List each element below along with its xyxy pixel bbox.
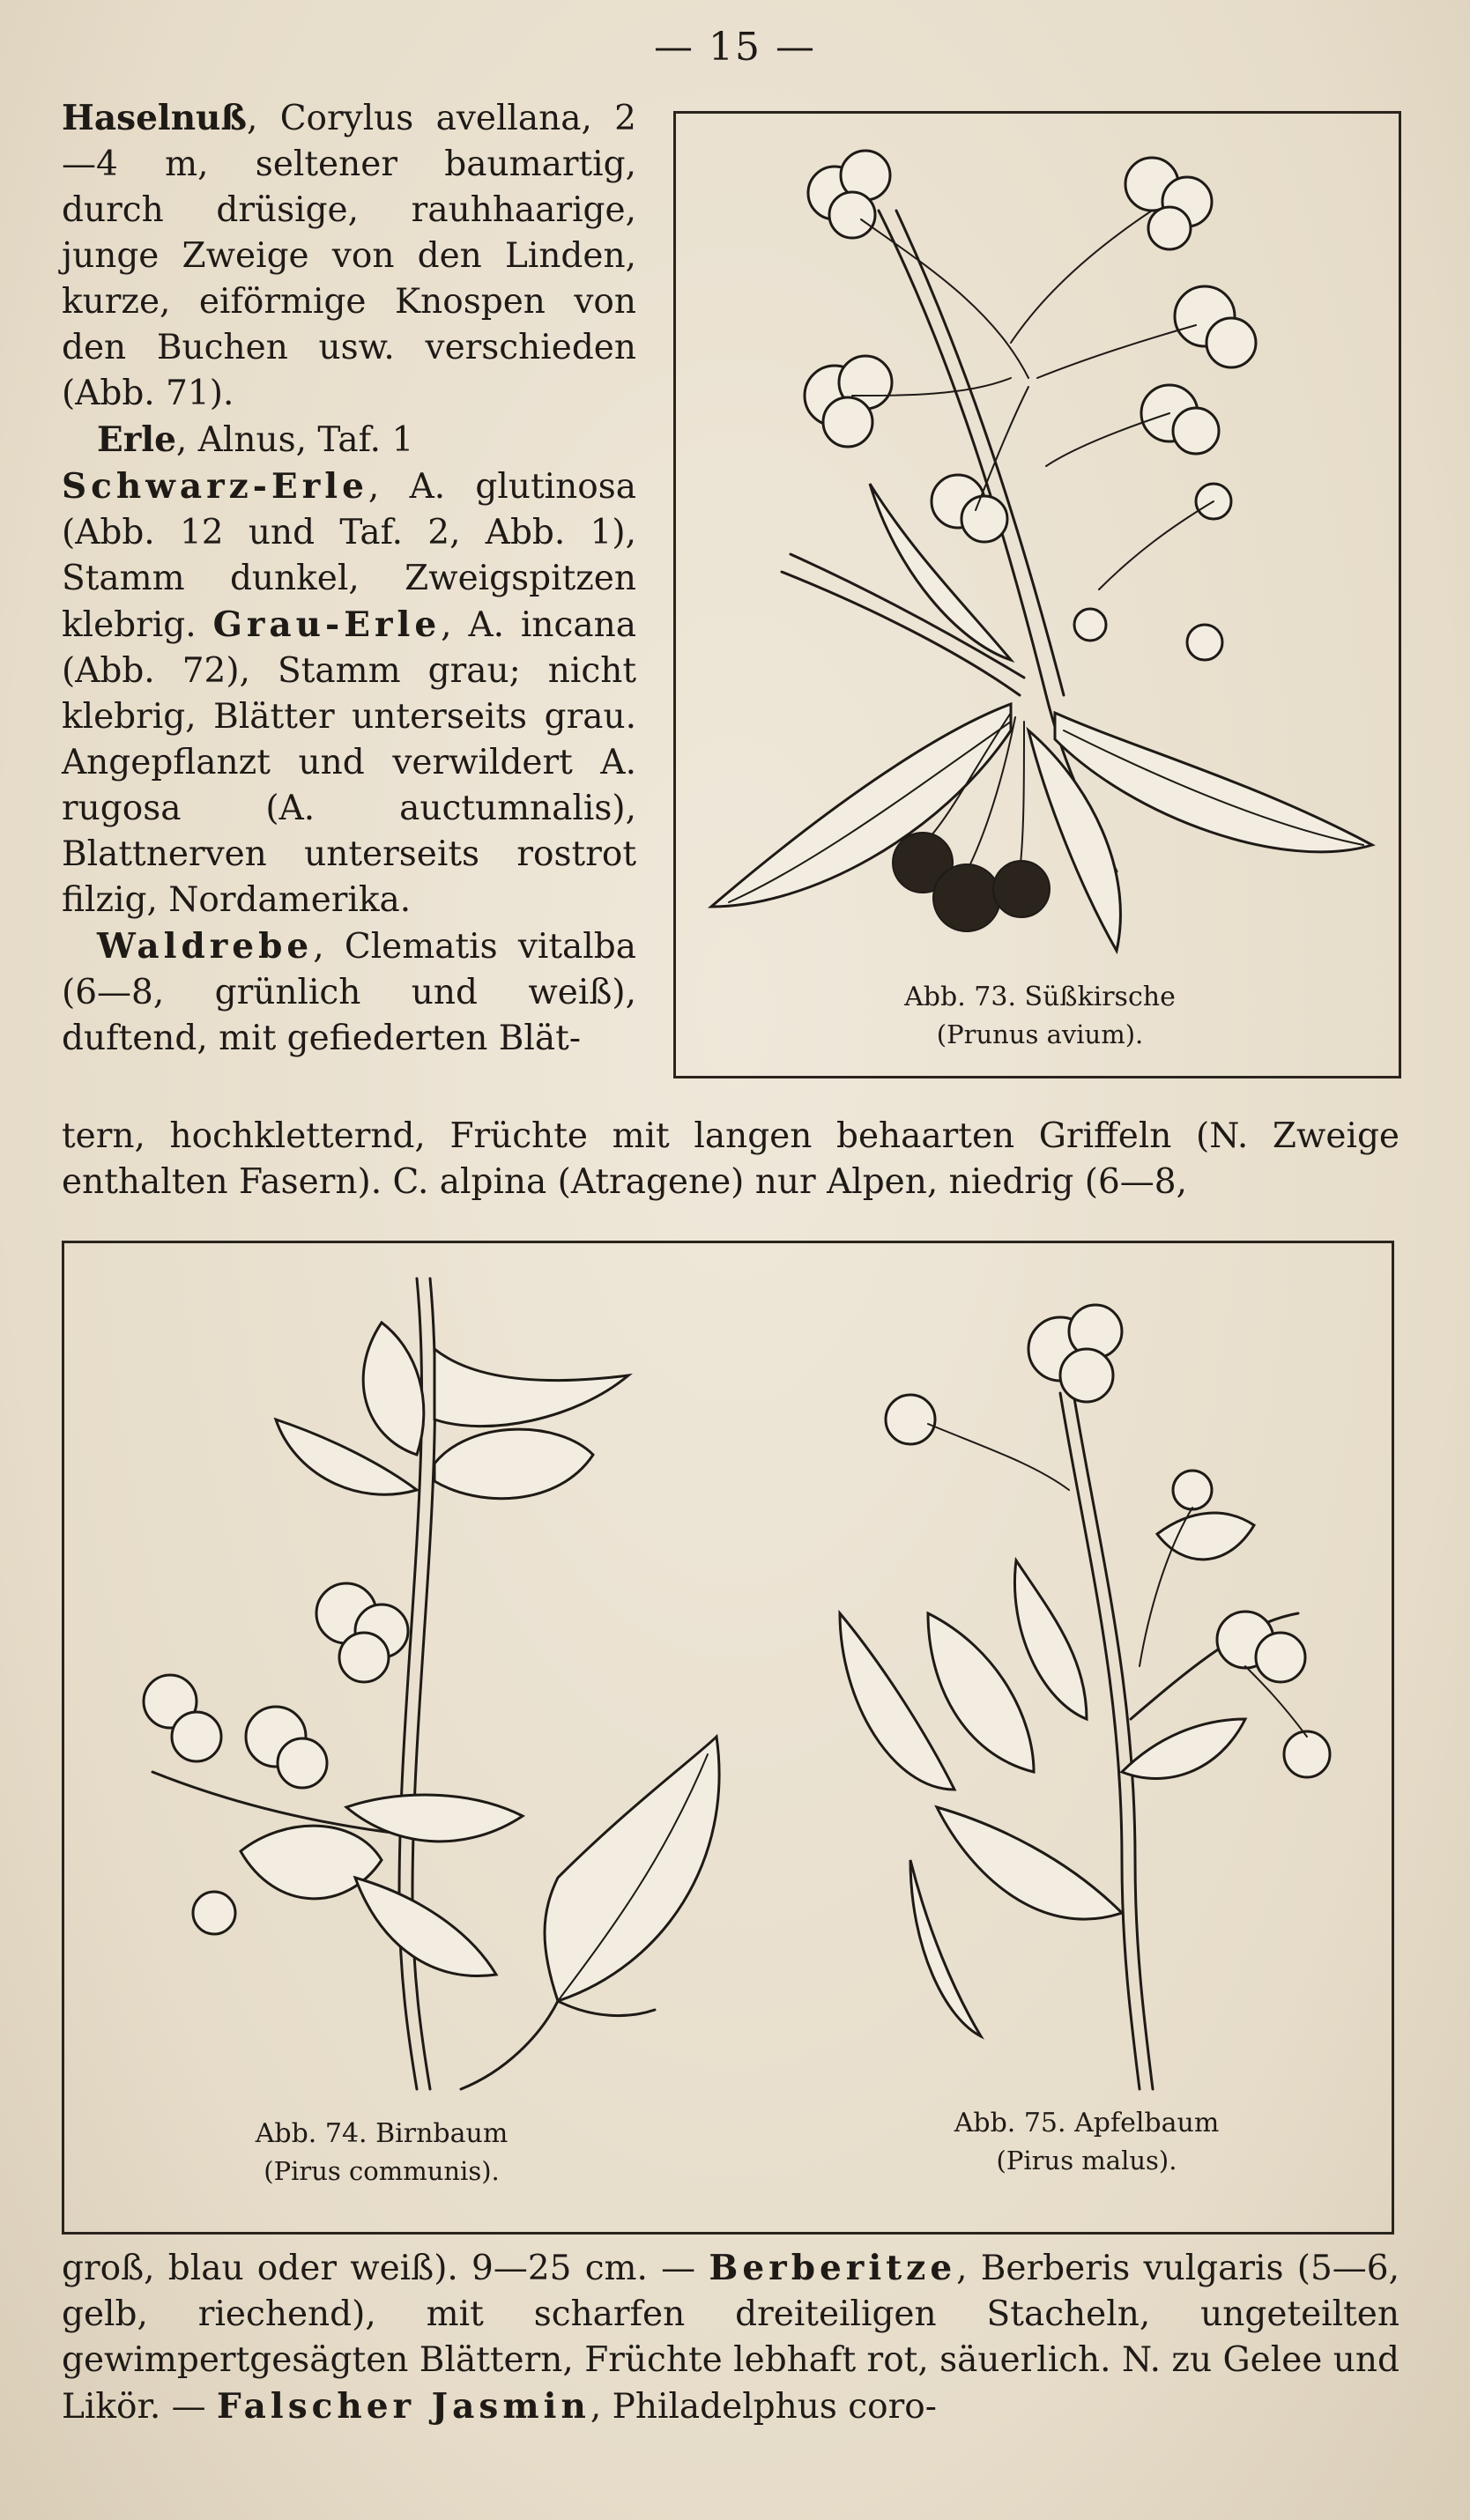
paragraph-waldrebe-continued: tern, hochkletternd, Früchte mit langen behaarten Griffeln (N. Zweige enthalten Fasern). C. alpina (Atragene) nur Alpen, niedrig (6—8, bbox=[62, 1116, 1399, 1202]
waldrebe-body: , Clematis vitalba (6—8, grünlich und weiß), duftend, mit gefiederten Blät- bbox=[62, 927, 636, 1058]
term-erle: Erle bbox=[97, 419, 176, 460]
apple-branch-illustration bbox=[752, 1243, 1386, 2107]
bottom-text bbox=[62, 2245, 1399, 2430]
pear-branch-illustration bbox=[64, 1243, 699, 2107]
bottom-text-part-2: , Berberis vulgaris (5—6, gelb, riechend), mit scharfen dreiteiligen Stacheln, ungeteilten gewimpertgesägten Blättern, Früchte lebhaft rot, säuerlich. N. zu Gelee und Likör. — bbox=[62, 2249, 1399, 2427]
term-schwarz-erle: Schwarz-Erle bbox=[62, 466, 368, 507]
figure-75-caption bbox=[840, 2105, 1333, 2179]
figure-73-latin-name: (Prunus avium). bbox=[936, 1019, 1144, 1049]
cherry-branch-illustration bbox=[676, 114, 1404, 960]
term-haselnuss: Haselnuß bbox=[62, 98, 248, 138]
haselnuss-body: , Corylus avellana, 2—4 m, seltener baumartig, durch drüsige, rauhhaarige, junge Zweige von den Linden, kurze, eiförmige Knospen von den Buchen usw. verschieden (Abb. 71). bbox=[62, 99, 636, 413]
bottom-text-part-3: , Philadelphus coro- bbox=[590, 2387, 937, 2427]
bottom-text-part-1: groß, blau oder weiß). 9—25 cm. — bbox=[62, 2249, 709, 2288]
figure-75-label: Abb. 75. Apfelbaum bbox=[954, 2108, 1220, 2138]
page-number: — 15 — bbox=[654, 25, 816, 70]
figures-74-75-frame bbox=[62, 1241, 1394, 2235]
paragraph-waldrebe bbox=[62, 923, 636, 1062]
figure-73-label: Abb. 73. Süßkirsche bbox=[904, 982, 1176, 1012]
paragraph-erle bbox=[62, 417, 636, 923]
figure-74-latin-name: (Pirus communis). bbox=[264, 2156, 500, 2186]
figure-74-caption bbox=[135, 2116, 628, 2190]
term-falscher-jasmin: Falscher Jasmin bbox=[217, 2386, 590, 2427]
column-text bbox=[62, 95, 636, 1062]
term-berberitze: Berberitze bbox=[709, 2248, 957, 2288]
erle-body-1: , Alnus, Taf. 1 bbox=[175, 420, 414, 460]
term-grau-erle: Grau-Erle bbox=[212, 604, 442, 645]
paragraph-berberitze bbox=[62, 2245, 1399, 2430]
wide-text bbox=[62, 1114, 1399, 1205]
erle-body-3: , A. incana (Abb. 72), Stamm grau; nicht klebrig, Blätter unterseits grau. Angepflanzt und verwildert A. rugosa (A. auctumnalis), Blattnerven unterseits rostrot filzig, Nordamerika. bbox=[62, 605, 636, 920]
figure-73-caption bbox=[676, 979, 1404, 1053]
paragraph-haselnuss bbox=[62, 95, 636, 417]
figure-74-label: Abb. 74. Birnbaum bbox=[255, 2118, 509, 2149]
figure-73-frame bbox=[673, 111, 1401, 1078]
erle-body-2: , A. glutinosa (Abb. 12 und Taf. 2, Abb. 1), Stamm dunkel, Zweigspitzen klebrig. bbox=[62, 467, 636, 645]
figure-75-latin-name: (Pirus malus). bbox=[996, 2146, 1177, 2175]
term-waldrebe: Waldrebe bbox=[97, 926, 314, 967]
